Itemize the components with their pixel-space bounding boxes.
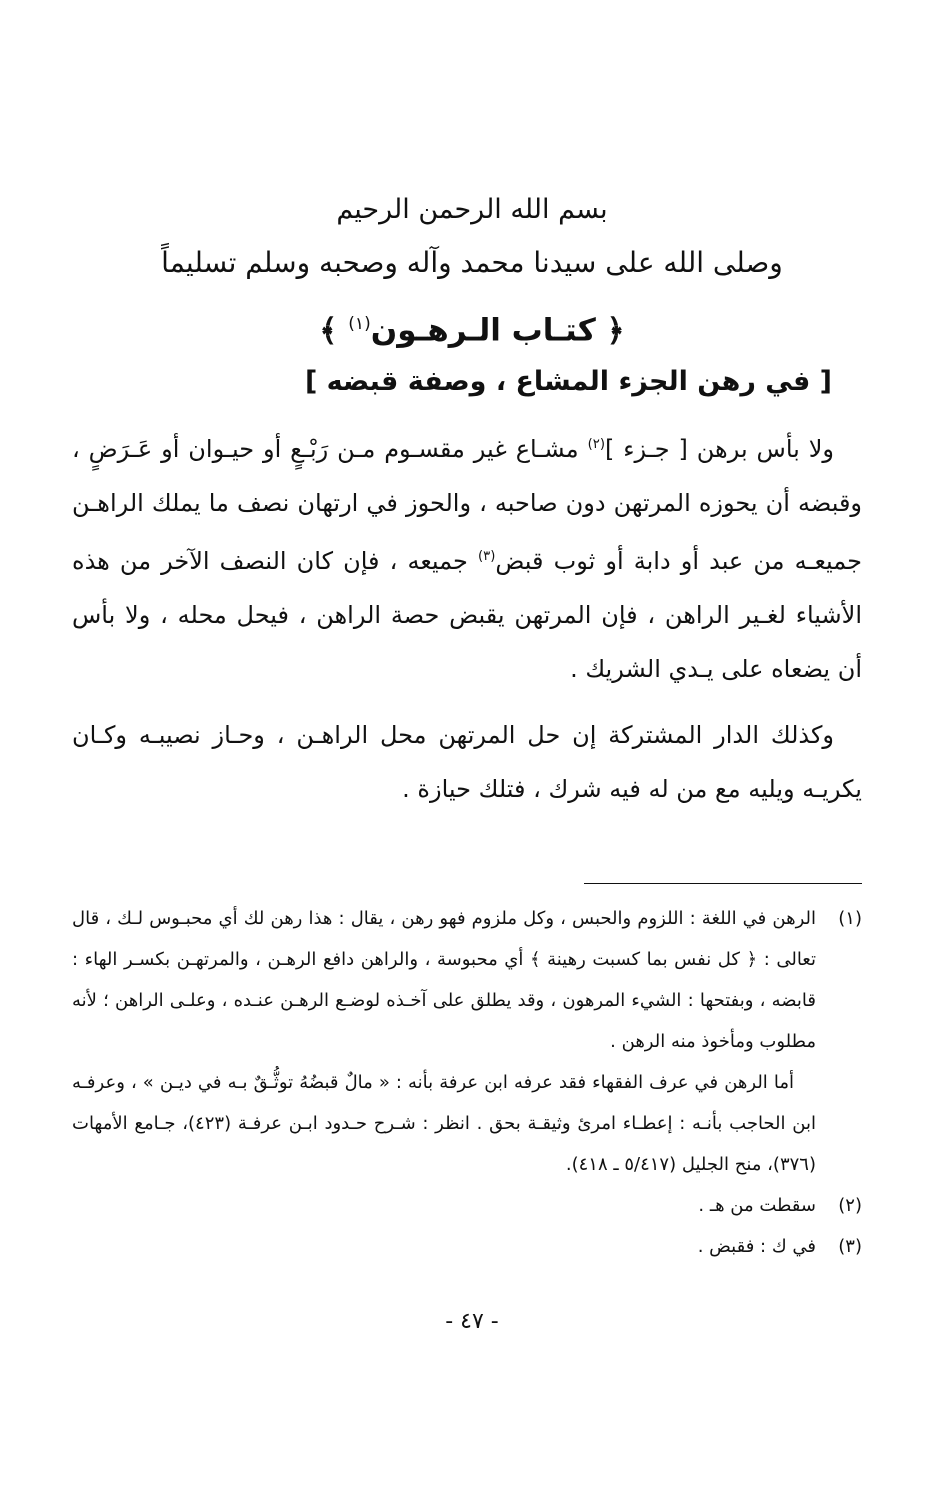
salutation-line: وصلى الله على سيدنا محمد وآله وصحبه وسلم تسليماً xyxy=(161,246,783,279)
book-title xyxy=(0,298,944,356)
paragraph-1-part-2: مشـاع غير مقسـوم مـن رَبْـعٍ أو حيـوان أو عَـرَضٍ ، وقبضه أن يحوزه المرتهن دون صاحبه ، والحوز في ارتهان نصف ما يملك الراهـن جميعـه من عبد أو دابة أو ثوب قبض xyxy=(72,435,863,575)
footnote-3-number: (٣) xyxy=(838,1236,862,1257)
section-heading: [ في رهن الجزء المشاع ، وصفة قبضه ] xyxy=(304,366,832,397)
footnotes xyxy=(72,898,862,1267)
page-number: - ٤٧ - xyxy=(445,1309,499,1334)
footnote-ref-1: (١) xyxy=(348,314,371,334)
paragraph-1-part-1: ولا بأس برهن [ جـزء ] xyxy=(604,435,834,463)
book-title-text: ﴿ كتـاب الـرهـون xyxy=(370,312,625,349)
footnote-3 xyxy=(72,1226,862,1267)
footnote-1-continuation: أما الرهن في عرف الفقهاء فقد عرفه ابن عرفة بأنه : « مالٌ قبضُهُ توثُّـقٌ بـه في ديـن » ، وعرفـه ابن الحاجب بأنـه : إعطـاء امرئ وثيقـة بحق . انظر : شـرح حـدود ابـن عرفـة (٤٢٣)، جـامع الأمهات (٣٧٦)، منح الجليل (٥/٤١٧ ـ ٤١٨). xyxy=(72,1072,816,1175)
footnote-2-text: سقطت من هـ . xyxy=(698,1195,816,1216)
footnote-1-text: الرهن في اللغة : اللزوم والحبس ، وكل ملزوم فهو رهن ، يقال : هذا رهن لك أي محبـوس لـك ، قال تعالى : ﴿ كل نفس بما كسبت رهينة ﴾ أي محبوسة ، والراهن دافع الرهـن ، والمرتهـن بكسـر الهاء : قابضه ، وبفتحها : الشيء المرهون ، وقد يطلق على آخـذه لوضـع الرهـن عنـده ، وعلـى الراهن ؛ لأنه مطلوب ومأخوذ منه الرهن . xyxy=(72,908,816,1052)
paragraph-1-part-3: جميعه ، فإن كان النصف الآخر من هذه الأشياء لغـير الراهن ، فإن المرتهن يقبض حصة الراهن ، فيحل محله ، ولا بأس أن يضعاه على يـدي الشريك . xyxy=(72,547,862,683)
footnote-ref-3: (٣) xyxy=(477,549,496,564)
footnote-2-number: (٢) xyxy=(838,1195,862,1216)
footnote-1 xyxy=(72,898,862,1062)
main-text xyxy=(72,418,862,828)
paragraph-1 xyxy=(72,418,862,696)
footnote-divider xyxy=(584,883,862,884)
footnote-1-number: (١) xyxy=(838,908,862,929)
footnote-ref-2: (٢) xyxy=(587,437,605,452)
footnote-3-text: في ك : فقبض . xyxy=(697,1236,816,1257)
basmala: بسم الله الرحمن الرحيم xyxy=(336,194,608,225)
paragraph-2: وكذلك الدار المشتركة إن حل المرتهن محل الراهـن ، وحـاز نصيبـه وكـان يكريـه ويليه مع من له فيه شرك ، فتلك حيازة . xyxy=(72,721,862,803)
footnote-2 xyxy=(72,1185,862,1226)
book-title-close-bracket: ﴾ xyxy=(319,312,349,349)
